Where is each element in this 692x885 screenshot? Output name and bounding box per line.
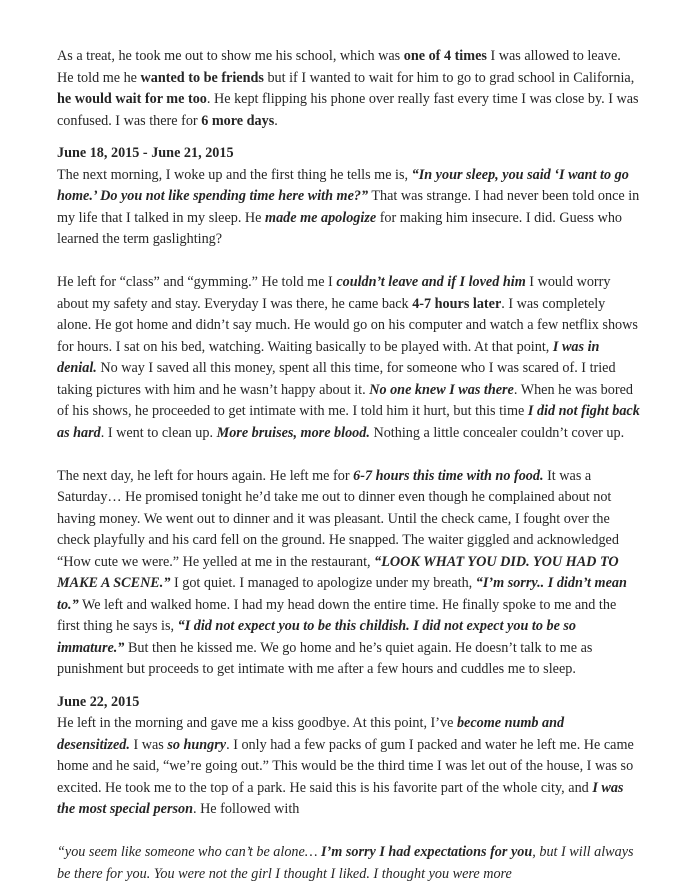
text-run: The next morning, I woke up and the first thing he tells me is, — [57, 166, 412, 183]
text-run: . — [274, 112, 278, 129]
text-run: “you seem like someone who can’t be alone… — [57, 844, 321, 860]
text-run: I was — [129, 736, 168, 753]
spacer — [57, 821, 640, 843]
text-run: but if I wanted to wait for him to go to grad school in California, — [263, 69, 635, 86]
spacer — [57, 251, 640, 273]
quote-text: “I did not expect you to be this childish. I did not expect you to be so immature.” — [57, 618, 577, 656]
emphasis-text: I was in denial. — [57, 338, 600, 376]
text-run: As a treat, he took me out to show me his school, which was — [57, 48, 404, 64]
emphasis-text: made me apologize — [265, 209, 377, 226]
quote-text: “I’m sorry.. I didn’t mean to.” — [57, 575, 627, 613]
paragraph-class-gymming — [57, 272, 640, 444]
emphasis-text: become numb and desensitized. — [57, 715, 565, 753]
paragraph-quote — [57, 842, 640, 885]
quote-text: “In your sleep, you said ‘I want to go home.’ Do you not like spending time here with me?” — [57, 166, 629, 204]
paragraph-next-morning — [57, 165, 640, 251]
emphasis-text: I was the most special person — [57, 779, 624, 817]
paragraph-next-day — [57, 466, 640, 681]
text-run: . I was completely alone. He got home and didn’t say much. He would go on his computer and watch a few netflix shows for hours. I sat on his bed, watching. Waiting basically to be played with. At that point, — [57, 295, 638, 355]
text-run: . When he was bored of his shows, he proceeded to get intimate with me. I told him it hurt, but this time — [57, 381, 633, 419]
text-run: I got quiet. I managed to apologize under my breath, — [170, 575, 476, 591]
text-run: Nothing a little concealer couldn’t cover up. — [369, 424, 625, 441]
text-run: . He followed with — [192, 801, 300, 817]
text-run: . I went to clean up. — [100, 424, 217, 441]
text-run: It was a Saturday… He promised tonight he’d take me out to dinner even though he complained about not having money. We went out to dinner and it was pleasant. Until the check came, I fought over the check playfully and his card fell on the ground. He snapped. The waiter giggled and acknowledged “How cute we were.” He yelled at me in the restaurant, — [57, 467, 619, 570]
emphasis-text: he would wait for me too — [57, 91, 207, 107]
emphasis-text: No one knew I was there — [369, 381, 514, 398]
text-run: . I only had a few packs of gum I packed and water he left me. He came home and he said, “we’re going out.” This would be the third time I was let out of the house, I was so excited. He took me to the top of a park. He said this is his favorite part of the whole city, and — [57, 736, 634, 796]
section-heading-june-22: June 22, 2015 — [57, 693, 140, 710]
emphasis-text: 6-7 hours this time with no food. — [353, 467, 544, 484]
emphasis-text: couldn’t leave and if I loved him — [336, 274, 526, 290]
spacer — [57, 444, 640, 466]
text-run: But then he kissed me. We go home and he’s quiet again. He doesn’t talk to me as punishment but proceeds to get intimate with me after a few hours and cuddles me to sleep. — [57, 639, 593, 677]
emphasis-text: More bruises, more blood. — [216, 424, 370, 441]
paragraph-school-visit — [57, 46, 640, 132]
quote-text: “LOOK WHAT YOU DID. YOU HAD TO MAKE A SCENE.” — [57, 553, 619, 591]
paragraph-morning-goodbye — [57, 713, 640, 821]
section-heading-june-18: June 18, 2015 - June 21, 2015 — [57, 145, 234, 161]
text-run: He left in the morning and gave me a kiss goodbye. At this point, I’ve — [57, 715, 457, 731]
text-run: He left for “class” and “gymming.” He told me I — [57, 274, 337, 290]
emphasis-text: 4-7 hours later — [412, 295, 502, 312]
text-run: The next day, he left for hours again. He left me for — [57, 467, 354, 484]
text-run: We left and walked home. I had my head down the entire time. He finally spoke to me and the first thing he says is, — [57, 596, 617, 634]
emphasis-text: so hungry — [167, 736, 227, 753]
emphasis-text: 6 more days — [201, 112, 275, 129]
text-run: No way I saved all this money, spent all this time, for someone who I was scared of. I tried taking pictures with him and he wasn’t happy about it. — [57, 360, 616, 398]
spacer — [57, 132, 640, 143]
text-run: for making him insecure. I did. Guess who learned the term gaslighting? — [57, 209, 623, 247]
text-run: I was allowed to leave. He told me he — [57, 48, 621, 86]
text-run: I would worry about my safety and stay. Everyday I was there, he came back — [57, 274, 611, 312]
text-run: . He kept flipping his phone over really fast every time I was close by. I was confused. I was there for — [57, 91, 639, 129]
spacer — [57, 681, 640, 692]
emphasis-text: one of 4 times — [403, 48, 487, 64]
emphasis-text: I did not fight back as hard — [57, 403, 640, 441]
emphasis-text: wanted to be friends — [140, 69, 264, 86]
emphasis-text: I’m sorry I had expectations for you — [321, 844, 533, 860]
text-run: , but I will always be there for you. You were not the girl I thought I liked. I thought you were more — [57, 844, 634, 882]
text-run: That was strange. I had never been told once in my life that I talked in my sleep. He — [57, 188, 640, 226]
